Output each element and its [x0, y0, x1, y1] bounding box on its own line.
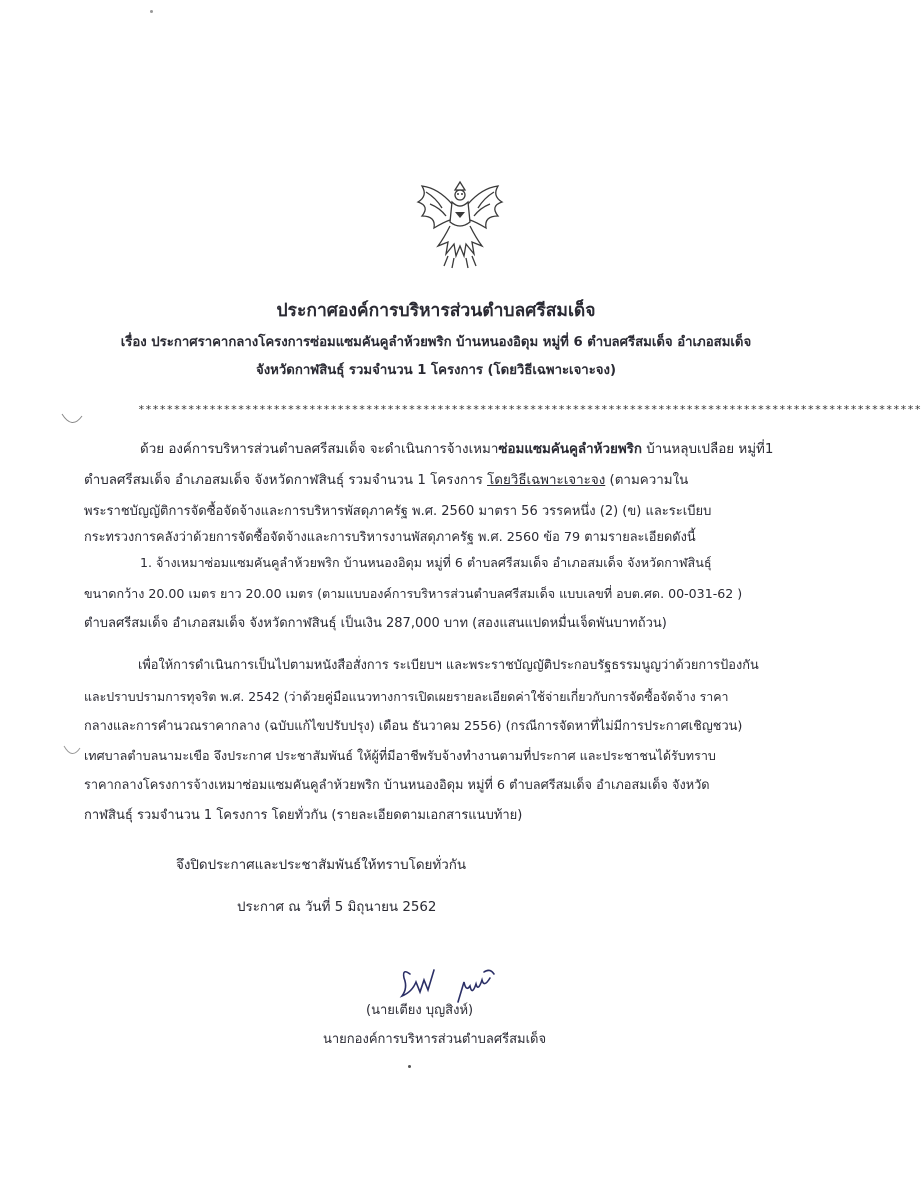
para1-line1-village: บ้านหลุบเปลือย หมู่ที่1 — [641, 442, 774, 457]
para2-line4: เทศบาลตำบลนามะเขือ จึงประกาศ ประชาสัมพันธ์ ให้ผู้ที่มีอาชีพรับจ้างทำงานตามที่ประกาศ และประชาชนได้รับทราบ — [84, 748, 716, 763]
para1-line3: พระราชบัญญัติการจัดซื้อจัดจ้างและการบริหารพัสดุภาครัฐ พ.ศ. 2560 มาตรา 56 วรรคหนึ่ง (2) (ข) และระเบียบ — [84, 504, 712, 519]
item1-line3: ตำบลศรีสมเด็จ อำเภอสมเด็จ จังหวัดกาฬสินธุ์ เป็นเงิน 287,000 บาท (สองแสนแปดหมื่นเจ็ดพันบาทถ้วน) — [84, 616, 667, 631]
scan-speck — [150, 10, 153, 13]
document-title: ประกาศองค์การบริหารส่วนตำบลศรีสมเด็จ — [276, 301, 596, 321]
para1-line4: กระทรวงการคลังว่าด้วยการจัดซื้อจัดจ้างและการบริหารงานพัสดุภาครัฐ พ.ศ. 2560 ข้อ 79 ตามรายละเอียดดังนี้ — [84, 530, 696, 545]
closing-date: ประกาศ ณ วันที่ 5 มิถุนายน 2562 — [237, 900, 437, 915]
para2-line5: ราคากลางโครงการจ้างเหมาซ่อมแซมคันคูลำห้วยพริก บ้านหนองอิดุม หมู่ที่ 6 ตำบลศรีสมเด็จ อำเภอสมเด็จ จังหวัด — [84, 778, 710, 793]
para1-line2 — [84, 471, 688, 491]
para2-line3: กลางและการคำนวณราคากลาง (ฉบับแก้ไขปรับปรุง) เดือน ธันวาคม 2556) (กรณีการจัดหาที่ไม่มีการประกาศเชิญชวน) — [84, 719, 743, 734]
item1-line1: 1. จ้างเหมาซ่อมแซมคันคูลำห้วยพริก บ้านหนองอิดุม หมู่ที่ 6 ตำบลศรีสมเด็จ อำเภอสมเด็จ จังหวัดกาฬสินธุ์ — [140, 555, 712, 570]
punch-hole-mark — [60, 410, 84, 432]
para2-line1: เพื่อให้การดำเนินการเป็นไปตามหนังสือสั่งการ ระเบียบฯ และพระราชบัญญัติประกอบรัฐธรรมนูญว่าด้วยการป้องกัน — [138, 658, 759, 673]
subject-line-1: เรื่อง ประกาศราคากลางโครงการซ่อมแซมคันคูลำห้วยพริก บ้านหนองอิดุม หมู่ที่ 6 ตำบลศรีสมเด็จ อำเภอสมเด็จ — [120, 335, 752, 350]
scan-speck — [408, 1065, 411, 1068]
subject-line-2: จังหวัดกาฬสินธุ์ รวมจำนวน 1 โครงการ (โดยวิธีเฉพาะเจาะจง) — [256, 363, 616, 378]
separator-line: ************************************************************************************************************** — [138, 403, 921, 416]
signatory-name: (นายเตียง บุญสิงห์) — [366, 1003, 474, 1018]
closing-announce: จึงปิดประกาศและประชาสัมพันธ์ให้ทราบโดยทั่วกัน — [176, 858, 467, 873]
para1-line1-text: ด้วย องค์การบริหารส่วนตำบลศรีสมเด็จ จะดำเนินการจ้างเหมา — [140, 442, 499, 457]
para1-line2-text: ตำบลศรีสมเด็จ อำเภอสมเด็จ จังหวัดกาฬสินธุ์ รวมจำนวน 1 โครงการ — [84, 473, 488, 488]
para2-line2: และปราบปรามการทุจริต พ.ศ. 2542 (ว่าด้วยคู่มือแนวทางการเปิดเผยรายละเอียดค่าใช้จ่ายเกี่ยวกับการจัดซื้อจัดจ้าง ราคา — [84, 689, 729, 704]
para1-line1 — [140, 440, 773, 460]
signatory-position: นายกองค์การบริหารส่วนตำบลศรีสมเด็จ — [323, 1032, 547, 1047]
project-name-bold: ซ่อมแซมคันคูลำห้วยพริก — [498, 442, 642, 457]
garuda-emblem — [408, 176, 512, 272]
para1-line2-tail: (ตามความใน — [605, 473, 689, 488]
para2-line6: กาฬสินธุ์ รวมจำนวน 1 โครงการ โดยทั่วกัน (รายละเอียดตามเอกสารแนบท้าย) — [84, 808, 523, 823]
method-underlined: โดยวิธีเฉพาะเจาะจง — [487, 473, 606, 488]
item1-line2: ขนาดกว้าง 20.00 เมตร ยาว 20.00 เมตร (ตามแบบองค์การบริหารส่วนตำบลศรีสมเด็จ แบบเลขที่ อบต.ศด. 00-031-62 ) — [84, 586, 743, 601]
punch-hole-mark — [62, 742, 82, 762]
